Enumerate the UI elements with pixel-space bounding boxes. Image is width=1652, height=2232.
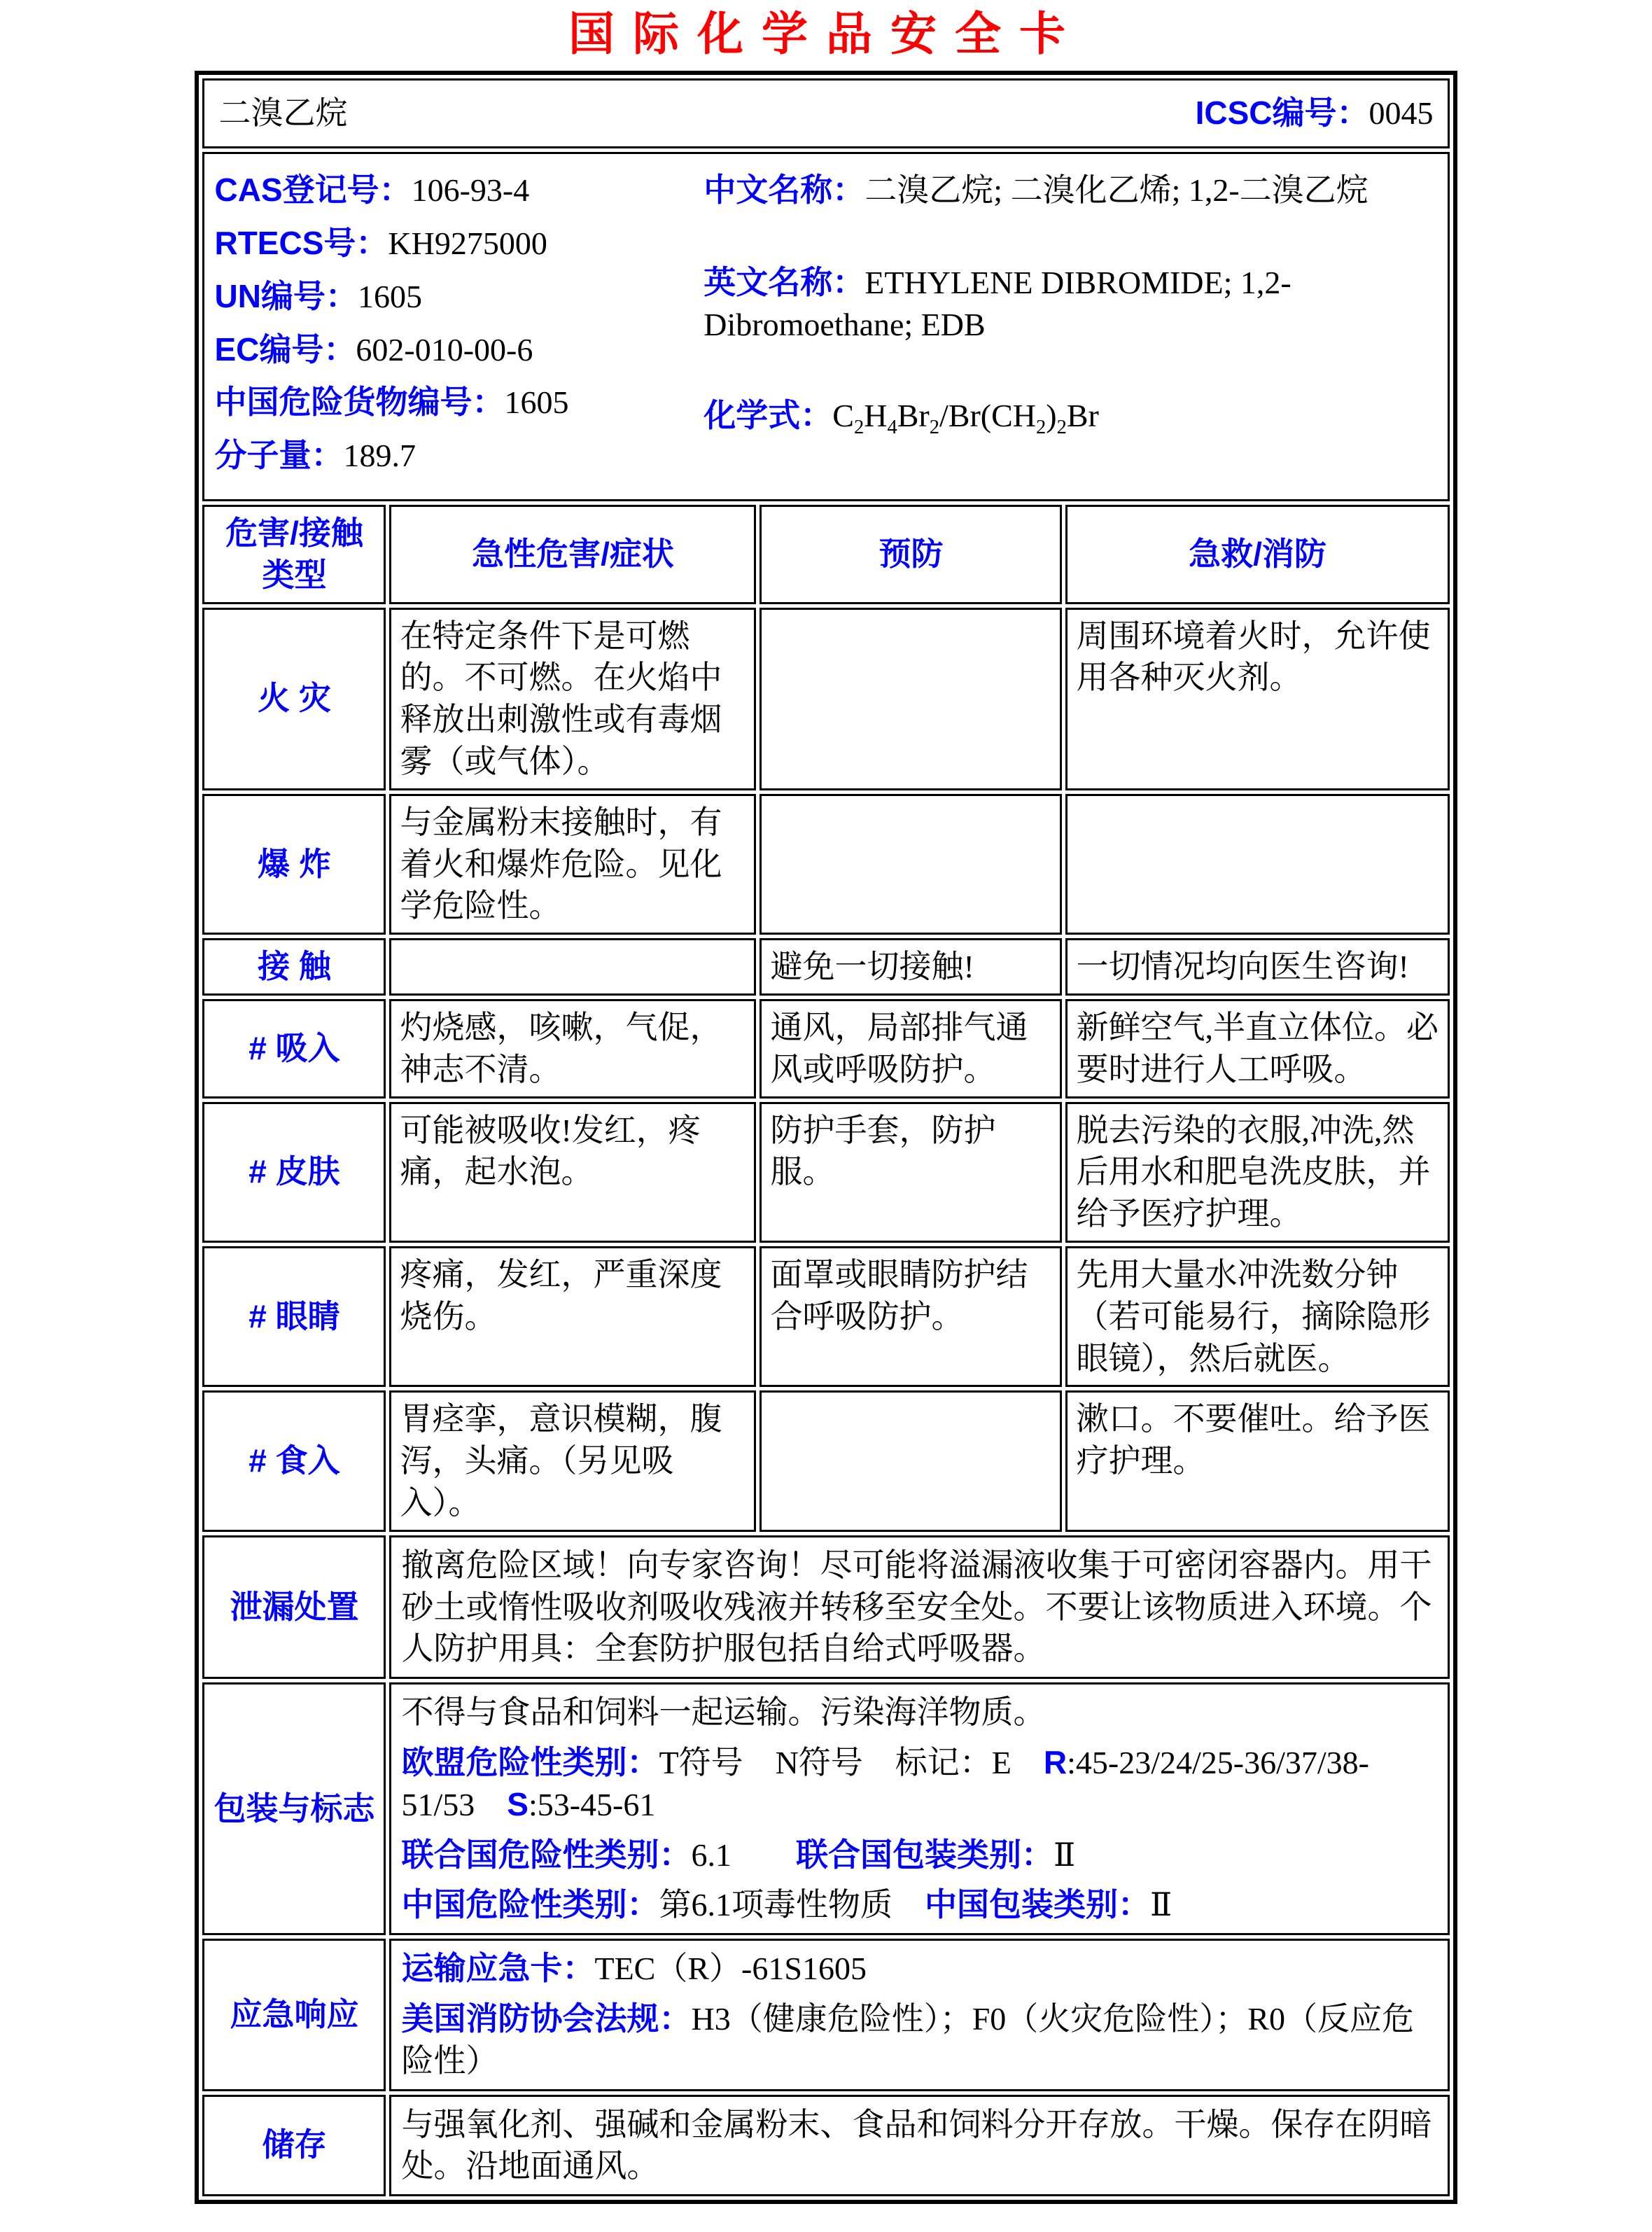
firstaid-cell: 新鲜空气,半直立体位。必要时进行人工呼吸。 — [1065, 999, 1449, 1098]
symptoms-cell: 可能被吸收!发红，疼痛，起水泡。 — [389, 1102, 756, 1243]
firstaid-cell: 先用大量水冲洗数分钟（若可能易行，摘除隐形眼镜），然后就医。 — [1065, 1246, 1449, 1387]
section-content-cell — [389, 1939, 1449, 2091]
formula-subscript: 2 — [1036, 416, 1046, 438]
header-firstaid: 急救/消防 — [1065, 505, 1449, 604]
prevention-cell: 避免一切接触! — [760, 938, 1062, 996]
field-label: S — [507, 1785, 528, 1822]
hazard-row-eyes — [202, 1246, 1449, 1387]
firstaid-cell: 周围环境着火时，允许使用各种灭火剂。 — [1065, 608, 1449, 790]
chinese-name-label: 中文名称： — [704, 172, 865, 209]
formula-text: C — [832, 397, 854, 433]
china-dg-number-label: 中国危险货物编号： — [214, 384, 505, 421]
chemical-formula-line — [704, 395, 1437, 437]
formula-subscript: 2 — [853, 416, 864, 438]
field-value: 不得与食品和饲料一起运输。污染海洋物质。 — [401, 1694, 1046, 1731]
header-hazard-type: 危害/接触类型 — [202, 505, 386, 604]
section-row-emergency-response — [202, 1939, 1449, 2091]
formula-text: Br — [897, 397, 930, 433]
identifiers-cell — [202, 152, 1449, 501]
hazard-type-cell: # 吸入 — [202, 999, 386, 1098]
chinese-name-value: 二溴乙烷; 二溴化乙烯; 1,2-二溴乙烷 — [864, 172, 1368, 209]
hazard-row-fire — [202, 608, 1449, 790]
formula-subscript: 2 — [1056, 416, 1067, 438]
section-label-cell: 包装与标志 — [202, 1682, 386, 1935]
icsc-card-table — [195, 71, 1457, 2204]
symptoms-cell: 疼痛，发红，严重深度烧伤。 — [389, 1246, 756, 1387]
hazard-row-explosion — [202, 794, 1449, 935]
section-content-cell — [389, 2095, 1449, 2197]
field-label: 联合国包装类别： — [795, 1836, 1054, 1873]
rtecs-number-value: KH9275000 — [388, 225, 547, 262]
formula-subscript: 2 — [929, 416, 940, 438]
field-value: Ⅱ — [1149, 1887, 1172, 1923]
field-label: 中国包装类别： — [924, 1886, 1150, 1923]
firstaid-cell: 一切情况均向医生咨询! — [1065, 938, 1449, 996]
hazard-type-cell: # 眼睛 — [202, 1246, 386, 1387]
field-value: 6.1 — [691, 1836, 796, 1873]
section-row-packaging-labelling — [202, 1682, 1449, 1935]
un-number-line — [214, 276, 704, 318]
chemical-formula-value — [832, 397, 1099, 438]
field-label: 联合国危险性类别： — [401, 1836, 692, 1873]
prevention-cell: 面罩或眼睛防护结合呼吸防护。 — [760, 1246, 1062, 1387]
symptoms-cell: 在特定条件下是可燃的。不可燃。在火焰中释放出刺激性或有毒烟雾（或气体）。 — [389, 608, 756, 790]
field-label: 运输应急卡： — [401, 1950, 595, 1987]
hazard-type-cell: 火 灾 — [202, 608, 386, 790]
molecular-weight-line — [214, 435, 704, 477]
substance-name: 二溴乙烷 — [218, 95, 348, 132]
cas-number-value: 106-93-4 — [411, 172, 530, 209]
header-prevention: 预防 — [760, 505, 1062, 604]
prevention-cell: 防护手套，防护服。 — [760, 1102, 1062, 1243]
hazard-row-inhalation — [202, 999, 1449, 1098]
china-dg-number-value: 1605 — [504, 384, 569, 421]
cas-number-label: CAS登记号： — [214, 172, 412, 209]
hazard-row-skin — [202, 1102, 1449, 1243]
chinese-name-line — [704, 169, 1437, 211]
field-value: 与强氧化剂、强碱和金属粉末、食品和饲料分开存放。干燥。保存在阴暗处。沿地面通风。 — [401, 2106, 1432, 2184]
field-label: R — [1043, 1744, 1068, 1780]
card-header-row — [202, 78, 1449, 148]
card-header-cell — [202, 78, 1449, 148]
identifiers-left-column — [214, 165, 704, 488]
hazard-type-cell: 爆 炸 — [202, 794, 386, 935]
hazard-type-cell: # 食入 — [202, 1390, 386, 1531]
section-paragraph — [401, 1948, 1437, 1990]
english-name-value: ETHYLENE DIBROMIDE; 1,2-Dibromoethane; EDB — [704, 265, 1292, 342]
field-value: T符号 N符号 标记：E — [659, 1745, 1044, 1780]
firstaid-cell — [1065, 794, 1449, 935]
cas-number-line — [214, 169, 704, 211]
firstaid-cell: 脱去污染的衣服,冲洗,然后用水和肥皂洗皮肤，并给予医疗护理。 — [1065, 1102, 1449, 1243]
identifiers-right-column — [704, 165, 1437, 488]
section-row-storage — [202, 2095, 1449, 2197]
prevention-cell — [760, 1390, 1062, 1531]
chemical-formula-label: 化学式： — [704, 396, 833, 433]
field-value: TEC（R）-61S1605 — [594, 1951, 867, 1987]
firstaid-cell: 漱口。不要催吐。给予医疗护理。 — [1065, 1390, 1449, 1531]
header-symptoms: 急性危害/症状 — [389, 505, 756, 604]
ec-number-label: EC编号： — [214, 330, 356, 368]
icsc-number-label: ICSC编号： — [1195, 95, 1369, 132]
section-paragraph — [401, 1544, 1437, 1670]
hazard-row-ingestion — [202, 1390, 1449, 1531]
icsc-number-group — [1196, 92, 1434, 134]
section-paragraph — [401, 1834, 1437, 1876]
section-paragraph — [401, 1884, 1437, 1926]
english-name-label: 英文名称： — [704, 264, 865, 301]
field-value: :53-45-61 — [528, 1786, 656, 1822]
hazard-header-row — [202, 505, 1449, 604]
un-number-value: 1605 — [357, 278, 422, 314]
un-number-label: UN编号： — [214, 277, 358, 314]
section-paragraph — [401, 2104, 1437, 2188]
identifiers-row — [202, 152, 1449, 501]
prevention-cell: 通风，局部排气通风或呼吸防护。 — [760, 999, 1062, 1098]
field-value: H3（健康危险性）；F0（火灾危险性）；R0（反应危险性） — [401, 2000, 1414, 2079]
field-value: 第6.1项毒性物质 — [659, 1887, 925, 1923]
rtecs-number-label: RTECS号： — [214, 225, 388, 262]
field-value: Ⅱ — [1053, 1836, 1076, 1873]
ec-number-value: 602-010-00-6 — [356, 331, 533, 368]
symptoms-cell: 灼烧感，咳嗽，气促，神志不清。 — [389, 999, 756, 1098]
section-paragraph — [401, 1742, 1437, 1826]
field-value: :45-23/24/25-36/37/38-51/53 — [401, 1745, 1369, 1822]
section-label-cell: 应急响应 — [202, 1939, 386, 2091]
section-paragraph — [401, 1998, 1437, 2082]
icsc-number-value: 0045 — [1368, 95, 1434, 132]
china-dg-number-line — [214, 382, 704, 424]
field-value: 撤离危险区域！向专家咨询！尽可能将溢漏液收集于可密闭容器内。用干砂土或惰性吸收剂吸收残液并转移至安全处。不要让该物质进入环境。个人防护用具：全套防护服包括自给式呼吸器。 — [401, 1547, 1432, 1667]
page-title: 国际化学品安全卡 — [568, 8, 1084, 60]
hazard-type-cell: 接 触 — [202, 938, 386, 996]
hazard-type-cell: # 皮肤 — [202, 1102, 386, 1243]
hazard-row-contact — [202, 938, 1449, 996]
section-content-cell — [389, 1682, 1449, 1935]
prevention-cell — [760, 608, 1062, 790]
ec-number-line — [214, 329, 704, 371]
formula-text: H — [864, 397, 888, 433]
field-label: 中国危险性类别： — [401, 1886, 659, 1923]
rtecs-number-line — [214, 223, 704, 265]
section-content-cell — [389, 1535, 1449, 1679]
section-label-cell: 泄漏处置 — [202, 1535, 386, 1679]
english-name-line — [704, 262, 1437, 346]
formula-text: /Br(CH — [939, 397, 1037, 433]
molecular-weight-label: 分子量： — [214, 437, 344, 474]
section-paragraph — [401, 1692, 1437, 1734]
section-label-cell: 储存 — [202, 2095, 386, 2197]
symptoms-cell — [389, 938, 756, 996]
field-label: 欧盟危险性类别： — [401, 1744, 659, 1780]
prevention-cell — [760, 794, 1062, 935]
formula-text: Br — [1066, 397, 1099, 433]
formula-text: ) — [1046, 397, 1057, 433]
formula-subscript: 4 — [887, 416, 897, 438]
symptoms-cell: 胃痉挛，意识模糊，腹泻，头痛。（另见吸入）。 — [389, 1390, 756, 1531]
symptoms-cell: 与金属粉末接触时，有着火和爆炸危险。见化学危险性。 — [389, 794, 756, 935]
molecular-weight-value: 189.7 — [343, 438, 416, 474]
field-label: 美国消防协会法规： — [401, 2000, 692, 2037]
section-row-spill-disposal — [202, 1535, 1449, 1679]
